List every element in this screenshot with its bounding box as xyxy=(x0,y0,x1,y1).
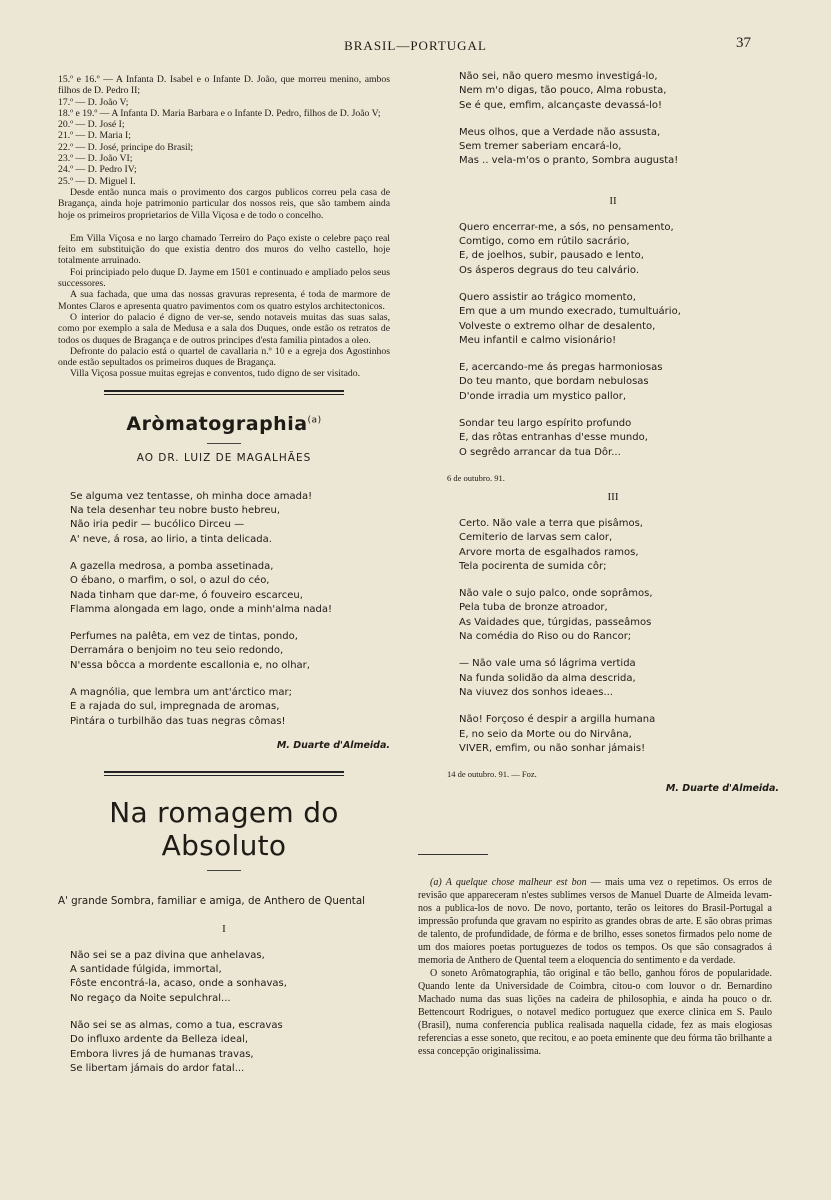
poem-line: No regaço da Noite sepulchral... xyxy=(70,992,231,1004)
poem-title-romagem: Na romagem do Absoluto xyxy=(109,795,339,862)
poem-line: E a rajada do sul, impregnada de aromas, xyxy=(70,701,280,713)
poem-line: Meus olhos, que a Verdade não assusta, xyxy=(459,126,661,138)
poem-line: Embora livres já de humanas travas, xyxy=(70,1048,254,1060)
poem-line: Perfumes na palêta, em vez de tintas, pondo, xyxy=(70,631,298,643)
author-signature: M. Duarte d'Almeida. xyxy=(665,783,779,795)
genealogy-entry: 23.º — D. João VI; xyxy=(58,153,133,165)
poem-line: Comtigo, como em rútilo sacrário, xyxy=(459,236,630,248)
poem-line: Se alguma vez tentasse, oh minha doce amada! xyxy=(70,490,313,502)
poem-stanza xyxy=(459,126,779,169)
poem-stanza xyxy=(459,587,779,644)
poem-stanza xyxy=(459,417,779,460)
poem-line: Sem tremer saberiam encará-lo, xyxy=(459,141,622,153)
poem-stanza xyxy=(70,1019,390,1076)
section-divider xyxy=(104,771,344,776)
footnote-mark: (a) xyxy=(307,415,322,426)
poem-line: N'essa bôcca a mordente escallonia e, no olhar, xyxy=(70,659,310,671)
genealogy-entry: 17.º — D. João V; xyxy=(58,96,129,108)
poem-line: Certo. Não vale a terra que pisâmos, xyxy=(459,517,643,529)
prose-paragraph: Defronte do palacio está o quartel de cavallaria n.º 10 e a egreja dos Agostinhos onde estão sepultados os primeiros duques de Bragança. xyxy=(58,345,390,369)
poem-line: A' neve, á rosa, ao lirio, a tinta delicada. xyxy=(70,533,272,545)
poem-line: Derramára o benjoim no teu seio redondo, xyxy=(70,645,284,657)
poem-line: E, de joelhos, subir, pausado e lento, xyxy=(459,250,644,262)
poem-stanza xyxy=(459,517,779,574)
poem-line: Flamma alongada em lago, onde a minh'alma nada! xyxy=(70,603,333,615)
poem-line: Não! Forçoso é despir a argilla humana xyxy=(459,714,656,726)
poem-stanza xyxy=(70,630,390,673)
left-column xyxy=(58,74,390,1089)
poem-date: 14 de outubro. 91. — Foz. xyxy=(447,769,537,780)
note-text: — mais uma vez o repetimos. Os erros de revisão que appareceram n'estes sublimes versos de Manuel Duarte de Almeida levam-nos a publica-los de novo. De novo, portanto, terão os leitores do Brasil-Portugal a impressão profunda que gravam no espirito as grandes obras de arte. E são obras primas de talento, de profundidade, de fórma e de brilho, esses sonetos firmados pelo nome de um dos maiores poetas portuguezes de todos os tempos. Os que são consagrados á memoria de Anthero de Quental teem a eloquencia do sentimento e da verdade. xyxy=(418,877,772,966)
prose-paragraph: A sua fachada, que uma das nossas gravuras representa, é toda de marmore de Montes Claros e apresenta quatro pavimentos com os quatro estylos architectonicos. xyxy=(58,289,390,312)
poem-stanza xyxy=(70,686,390,729)
title-rule xyxy=(207,870,241,871)
poem-stanza xyxy=(70,560,390,617)
poem-line: Não sei se a paz divina que anhelavas, xyxy=(70,949,265,961)
page-header xyxy=(0,35,831,58)
poem-stanza xyxy=(70,949,390,1006)
title-rule xyxy=(207,443,241,444)
page-number: 37 xyxy=(736,35,751,51)
poem-line: Na comédia do Riso ou do Rancor; xyxy=(459,631,632,643)
poem-line: Na tela desenhar teu nobre busto hebreu, xyxy=(70,505,281,517)
poem-line: — Não vale uma só lágrima vertida xyxy=(459,658,636,670)
poem-line: Nada tinham que dar-me, ó fouveiro escarceu, xyxy=(70,589,303,601)
genealogy-entry: 21.º — D. Maria I; xyxy=(58,130,131,142)
genealogy-entry: 18.º e 19.º — A Infanta D. Maria Barbara e o Infante D. Pedro, filhos de D. João V; xyxy=(58,107,381,119)
prose-paragraph: Em Villa Viçosa e no largo chamado Terreiro do Paço existe o celebre paço real feito em substituição do que existia dentro dos muros do velho castello, hoje totalmente arruinado. xyxy=(58,232,390,267)
genealogy-entry: 15.º e 16.º — A Infanta D. Isabel e o Infante D. João, que morreu menino, ambos filhos de D. Pedro II; xyxy=(58,74,390,97)
poem-line: Tela pocirenta de sumida côr; xyxy=(459,560,607,572)
genealogy-entry: 22.º — D. José, principe do Brasil; xyxy=(58,141,194,153)
poem-line: Arvore morta de esgalhados ramos, xyxy=(459,546,639,558)
poem-line: As Vaidades que, túrgidas, passeâmos xyxy=(459,616,652,628)
poem-title-text: Aròmatographia xyxy=(126,412,308,435)
poem-section-i-continued xyxy=(447,70,779,169)
poem-section-i xyxy=(58,949,390,1076)
poem-dedication: AO DR. LUIZ DE MAGALHÃES xyxy=(136,451,312,464)
poem-line: Nem m'o digas, tão pouco, Alma robusta, xyxy=(459,85,667,97)
editorial-note xyxy=(418,876,772,1058)
genealogy-entry: 24.º — D. Pedro IV; xyxy=(58,164,137,176)
poem-line: Se é que, emfim, alcançaste devassá-lo! xyxy=(459,99,663,111)
poem-line: E, no seio da Morte ou do Nirvâna, xyxy=(459,728,632,740)
poem-section-iii xyxy=(447,517,779,756)
poem-subtitle: A' grande Sombra, familiar e amiga, de Anthero de Quental xyxy=(58,894,365,907)
poem-stanza xyxy=(459,657,779,700)
poem-stanza xyxy=(70,490,390,547)
poem-line: Sondar teu largo espírito profundo xyxy=(459,418,632,430)
prose-paragraph: Villa Viçosa possue muitas egrejas e conventos, tudo digno de ser visitado. xyxy=(70,368,361,380)
author-signature: M. Duarte d'Almeida. xyxy=(276,739,390,751)
poem-line: Volveste o extremo olhar de desalento, xyxy=(459,320,656,332)
poem-stanza xyxy=(459,291,779,348)
poem-body-aromatographia xyxy=(58,490,390,729)
genealogy-list xyxy=(58,74,390,187)
section-numeral: II xyxy=(609,194,617,207)
running-title: BRASIL—PORTUGAL xyxy=(344,38,487,53)
poem-section-ii xyxy=(447,221,779,460)
poem-line: Quero assistir ao trágico momento, xyxy=(459,291,636,303)
poem-line: Meu infantil e calmo visionário! xyxy=(459,334,617,346)
poem-line: E, das rôtas entranhas d'esse mundo, xyxy=(459,432,648,444)
genealogy-entry: 20.º — D. José I; xyxy=(58,119,125,131)
notes-divider xyxy=(418,854,488,855)
poem-stanza xyxy=(459,713,779,756)
poem-line: Na funda solidão da alma descrida, xyxy=(459,672,636,684)
poem-line: A gazella medrosa, a pomba assetinada, xyxy=(70,560,274,572)
poem-line: Não iria pedir — bucólico Dirceu — xyxy=(70,519,245,531)
poem-line: Não vale o sujo palco, onde soprâmos, xyxy=(459,588,653,600)
note-paragraph xyxy=(418,876,772,967)
poem-line: Fôste encontrá-la, acaso, onde a sonhavas, xyxy=(70,978,287,990)
right-column xyxy=(447,70,779,794)
poem-stanza xyxy=(459,221,779,278)
genealogy-entry: 25.º — D. Miguel I. xyxy=(58,175,136,187)
note-lead: (a) A quelque chose malheur est bon xyxy=(430,877,587,888)
poem-line: O ébano, o marfim, o sol, o azul do céo, xyxy=(70,575,270,587)
poem-line: Pela tuba de bronze atroador, xyxy=(459,602,608,614)
prose-paragraph: Desde então nunca mais o provimento dos cargos publicos correu pela casa de Bragança, ainda hoje patrimonio particular dos nossos reis, que são tambem ainda hoje os primeiros proprietarios de Villa Viçosa e de todo o concelho. xyxy=(58,186,390,221)
poem-title-aromatographia xyxy=(58,413,390,435)
poem-line: Não sei se as almas, como a tua, escravas xyxy=(70,1020,283,1032)
poem-line: Os ásperos degraus do teu calvário. xyxy=(459,264,640,276)
poem-stanza xyxy=(459,361,779,404)
prose-paragraph: O interior do palacio é digno de ver-se, sendo notaveis muitas das suas salas, como por exemplo a sala de Medusa e a sala dos Duques, onde estão os retratos de todos os duques de Bragança e de outros principes d'esta familia pintados a oleo. xyxy=(58,311,390,346)
poem-line: Quero encerrar-me, a sós, no pensamento, xyxy=(459,221,674,233)
poem-line: VIVER, emfim, ou não sonhar jámais! xyxy=(459,742,646,754)
poem-line: Não sei, não quero mesmo investigá-lo, xyxy=(459,71,658,82)
section-divider xyxy=(104,390,344,395)
section-numeral: I xyxy=(222,922,226,935)
section-numeral: III xyxy=(607,490,619,503)
poem-line: Do influxo ardente da Belleza ideal, xyxy=(70,1034,249,1046)
poem-line: O segrêdo arrancar da tua Dôr... xyxy=(459,446,621,458)
note-paragraph: O soneto Arômatographia, tão original e tão bello, ganhou fóros de popularidade. Quando lente da Universidade de Coimbra, citou-o com louvor o dr. Bernardino Machado numa das suas lições na cadeira de philosophia, e ainda ha pouco o dr. Bettencourt Rodrigues, o notavel medico portuguez que exerce clinica em S. Paulo (Brasil), numa conferencia publica realisada naquella cidade, fez as mais elogiosas referencias a esse soneto, que recitou, e ao poeta eminente que deu fórma tão brilhante a essa concepção originalissima. xyxy=(418,968,772,1057)
poem-line: Mas .. vela-m'os o pranto, Sombra augusta! xyxy=(459,155,679,167)
villa-vicosa-text xyxy=(58,187,390,380)
poem-line: Pintára o turbilhão das tuas negras cômas! xyxy=(70,715,286,727)
poem-line: Do teu manto, que bordam nebulosas xyxy=(459,376,649,388)
poem-line: Se libertam jámais do ardor fatal... xyxy=(70,1062,245,1074)
poem-date: 6 de outubro. 91. xyxy=(447,472,505,483)
poem-line: A magnólia, que lembra um ant'árctico mar; xyxy=(70,686,292,698)
poem-line: E, acercando-me ás pregas harmoniosas xyxy=(459,362,663,374)
poem-line: Em que a um mundo execrado, tumultuário, xyxy=(459,306,681,318)
poem-stanza xyxy=(459,70,779,113)
poem-line: A santidade fúlgida, immortal, xyxy=(70,964,222,976)
prose-paragraph: Foi principiado pelo duque D. Jayme em 1501 e continuado e ampliado pelos seus successores. xyxy=(58,266,390,290)
poem-line: Cemiterio de larvas sem calor, xyxy=(459,532,613,544)
poem-line: D'onde irradia um mystico pallor, xyxy=(459,390,627,402)
poem-line: Na viuvez dos sonhos ideaes... xyxy=(459,686,613,698)
